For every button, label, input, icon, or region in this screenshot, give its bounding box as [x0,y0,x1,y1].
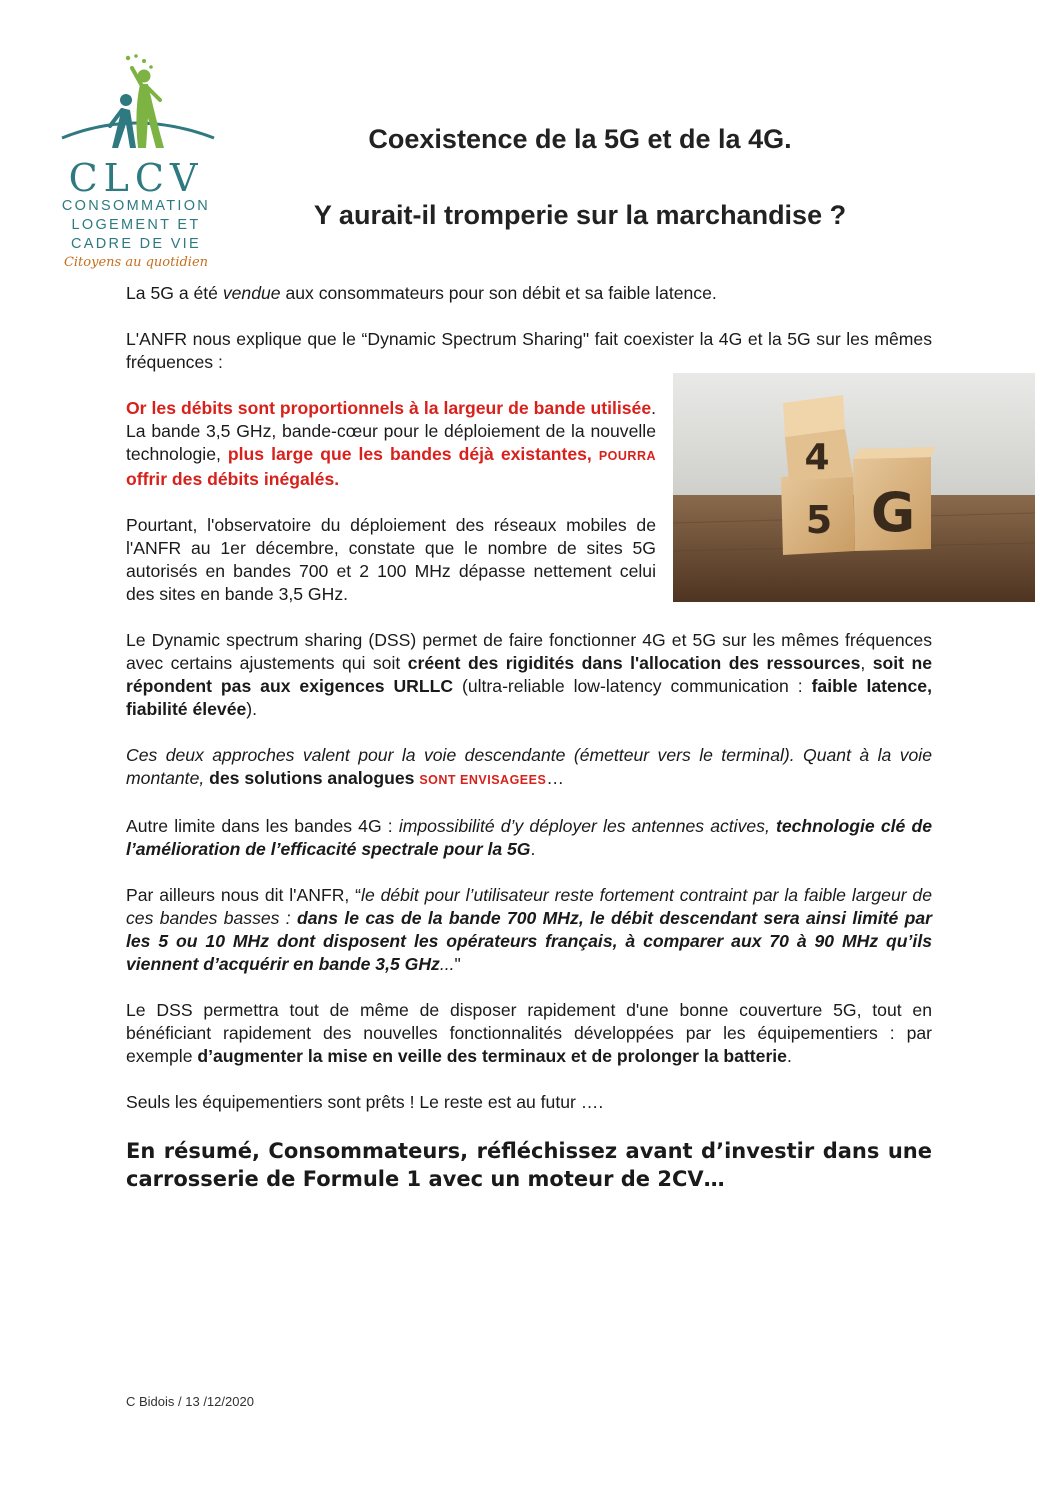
logo-figures-icon [56,52,220,156]
p10-text: Seuls les équipementiers sont prêts ! Le reste est au futur …. [126,1092,604,1112]
p5-comma: , [860,653,873,673]
paragraph-10 [126,1091,932,1114]
p7-text: Autre limite dans les bandes 4G : [126,816,399,836]
p5-bold-3: faible latence, fiabilité élevée [126,676,932,719]
clcv-logo [56,52,220,282]
p3-red-bold: Or les débits sont proportionnels à la largeur de bande utilisée [126,398,652,418]
logo-line-3: CADRE DE VIE [71,236,201,252]
p3-red-bold-3: offrir des débits inégalés. [126,469,340,489]
p6-red-caps: SONT ENVISAGEES [419,773,547,787]
paragraph-7 [126,815,932,861]
p8-bold-italic: dans le cas de la bande 700 MHz, le débit descendant sera ainsi limité par les 5 ou 10 MHz dont disposent les opérateurs français, à comparer aux 70 à 90 MHz qu’ils viennent d’acquérir en bande 3,5 GHz [126,908,932,974]
paragraph-3 [126,397,656,491]
logo-line-2: LOGEMENT ET [71,217,201,233]
p1-text: La 5G a été [126,283,223,303]
p6-bold: des solutions analogues [209,768,420,788]
p4-text: Pourtant, l'observatoire du déploiement des réseaux mobiles de l'ANFR au 1er décembre, constate que le nombre de sites 5G autorisés en bandes 700 et 2 100 MHz dépasse nettement celui des sites en bande 3,5 GHz. [126,515,656,604]
title-line-1: Coexistence de la 5G et de la 4G. [368,124,792,154]
paragraph-5 [126,629,932,721]
p8-text: Par ailleurs nous dit l'ANFR, “ [126,885,362,905]
die-bottom-left-label: 5 [805,498,833,542]
p5-end: ). [246,699,258,719]
p8-italic: le débit pour l’utilisateur reste fortement contraint par la faible largeur de ces bandes basses : [126,885,933,928]
p2-text: L'ANFR nous explique que le “Dynamic Spectrum Sharing" fait coexister la 4G et la 5G sur les mêmes fréquences : [126,329,932,372]
paragraph-4 [126,514,656,606]
p1-italic: vendue [222,283,281,303]
article-body [126,282,932,1216]
p5-bold-2: soit ne répondent pas aux exigences URLLC [126,653,932,696]
footer-signature: C Bidois / 13 /12/2020 [126,1394,254,1409]
die-bottom-right-label: G [870,481,916,544]
paragraph-1 [126,282,932,305]
p9-end: . [786,1046,792,1066]
p8-ellipsis: ... [439,954,455,974]
p9-text: Le DSS permettra tout de même de disposer rapidement d'une bonne couverture 5G, tout en bénéficiant rapidement des nouvelles fonctionnalités développées par les équipementiers : par exemple [126,1000,932,1066]
p8-end: " [454,954,461,974]
die-top-label: 4 [804,437,830,478]
p7-bold-italic: technologie clé de l’amélioration de l’efficacité spectrale pour la 5G [126,816,932,859]
paragraph-6 [126,744,932,792]
paragraph-9 [126,999,932,1068]
p3-red-bold-2: plus large que les bandes déjà existantes, [227,444,599,464]
p9-bold: d’augmenter la mise en veille des terminaux et de prolonger la batterie [197,1046,787,1066]
p6-italic: Ces deux approches valent pour la voie descendante (émetteur vers le terminal). Quant à la voie montante, [126,745,932,788]
paragraph-2 [126,328,932,374]
p3-red-caps: POURRA [598,449,656,463]
logo-name: CLCV [68,156,204,200]
paragraph-8 [126,884,932,976]
p5-bold: créent des rigidités dans l'allocation des ressources [407,653,861,673]
logo-line-1: CONSOMMATION [61,198,211,214]
p7-italic: impossibilité d’y déployer les antennes actives, [398,816,776,836]
p5-text: Le Dynamic spectrum sharing (DSS) permet de faire fonctionner 4G et 5G sur les mêmes fréquences avec certains ajustements qui soit [126,630,932,673]
logo-tagline: Citoyens au quotidien [63,255,209,270]
title-line-2: Y aurait-il tromperie sur la marchandise ? [313,200,847,230]
p3-text: . La bande 3,5 GHz, bande-cœur pour le déploiement de la nouvelle technologie, [126,398,656,464]
summary: En résumé, Consommateurs, réfléchissez avant d’investir dans une carrosserie de Formule 1 avec un moteur de 2CV… [126,1139,932,1191]
p7-end: . [530,839,536,859]
p1-text-end: aux consommateurs pour son débit et sa faible latence. [280,283,717,303]
p5-text-2: (ultra-reliable low-latency communication : [453,676,812,696]
p6-ellipsis: … [546,768,564,788]
